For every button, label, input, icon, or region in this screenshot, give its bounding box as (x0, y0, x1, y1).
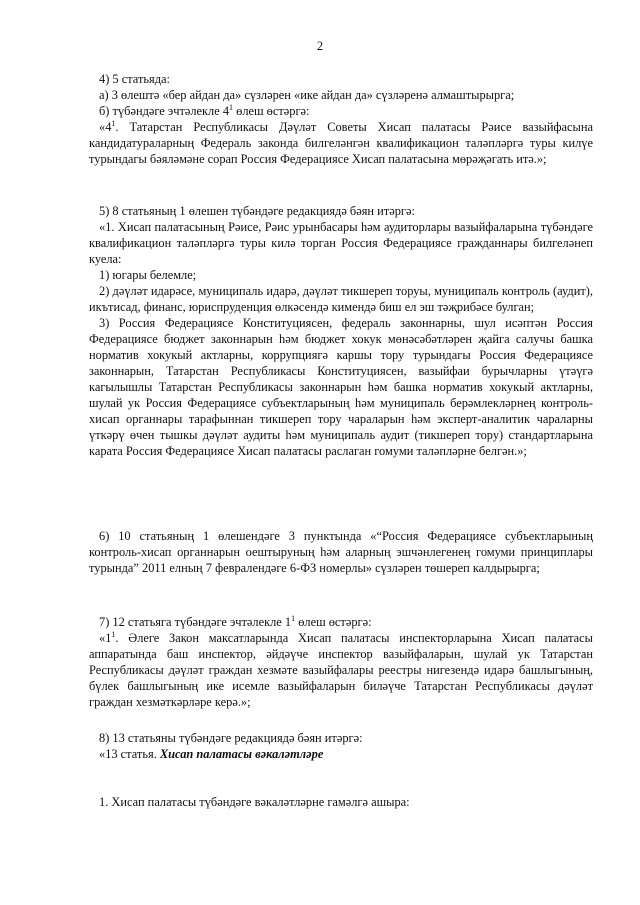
section-7 (89, 614, 593, 710)
section-5-item-3: 3) Россия Федерациясе Конституциясен, федераль законнарны, шул исәптән Россия Федерациясе бюджет законнарын һәм бюджет хокук мөнәсәбәтләрен җайга салучы башка норматив хокукый актларны, коррупциягә каршы тору турындагы Россия Федерациясе законнарын, Татарстан Республикасы Конституциясен, вазыйфаи бурычларны үтәүгә кагылышлы Татарстан Республикасы законнарын һәм башка норматив хокукый актларны, шулай ук Россия Федерациясе субъектларының һәм муниципаль берәмлекләрнең контроль-хисап органнары тарафыннан тикшереп тору чараларын һәм эксперт-аналитик чараларны үткәрү өчен тышкы дәүләт аудиты һәм муниципаль аудит (тикшереп тору) стандартларына карата Россия Федерациясе Хисап палатасы раслаган гомуми таләпләрне белгән.»; (89, 316, 593, 458)
section-4-heading: 4) 5 статьяда: (99, 72, 170, 86)
section-7-quote: «$1^1$. Әлеге Закон максатларында Хисап палатасы инспекторларына Хисап палатасы аппаратында баш инспектор, әйдәүче инспектор вазыйфаларын, шулай ук Татарстан Республикасы дәүләт граждан хезмәте вазыйфалары реестры нигезендә идарә башлыгының, бүлек башлыгының ике исемле вазыйфаларын биләүче Татарстан Республикасы дәүләт граждан хезмәткәрләре керә.»; (89, 630, 593, 709)
section-8 (89, 730, 593, 762)
section-4-quote: «$4^1$. Татарстан Республикасы Дәүләт Советы Хисап палатасы Рәисе вазыйфасына кандидатураларның Федераль законда билгеләнгән квалификацион таләпләргә туры килүе турындагы бәяләмәне сорап Россия Федерациясе Хисап палатасына мөрәҗәгать итә.»; (89, 119, 593, 166)
page-number: 2 (316, 39, 324, 53)
section-5-intro: «1. Хисап палатасының Рәисе, Рәис урынбасары һәм аудиторлары вазыйфаларына түбәндәге квалификацион таләпләргә туры килә торган Россия Федерациясе гражданнары билгеләнеп куела: (89, 220, 593, 266)
section-5-item-2: 2) дәүләт идарәсе, муниципаль идарә, дәүләт тикшереп торуы, муниципаль контроль (аудит), икътисад, финанс, юриспруденция өлкәсендә кимендә биш ел эш тәҗрибәсе булган; (89, 284, 593, 314)
section-8-item-1: 1. Хисап палатасы түбәндәге вәкаләтләрне гамәлгә ашыра: (99, 795, 410, 809)
section-4-item-a: а) 3 өлештә «бер айдан да» сүзләрен «ике айдан да» сүзләренә алмаштырырга; (99, 88, 515, 102)
section-5-heading: 5) 8 статьяның 1 өлешен түбәндәге редакциядә бәян итәргә: (99, 204, 415, 218)
section-4-item-b: б) түбәндәге эчтәлекле $4^1$ өлеш өстәргә: (99, 103, 310, 118)
section-5-item-1: 1) югары белемле; (99, 268, 197, 282)
section-6 (89, 528, 593, 576)
section-7-heading: 7) 12 статьяга түбәндәге эчтәлекле $1^1$ өлеш өстәргә: (99, 614, 372, 629)
section-6-text: 6) 10 статьяның 1 өлешендәге 3 пунктында «“Россия Федерациясе субъектларының контроль-хисап органнарын оештыруның һәм аларның эшчәнлегенең гомуми принциплары турында” 2011 елның 7 февралендәге 6-ФЗ номерлы» сүзләрен төшереп калдырырга; (89, 529, 593, 575)
section-8-article-title: «13 статья. Хисап палатасы вәкаләтләре (99, 747, 324, 761)
section-8-item-1-block (89, 794, 593, 810)
section-4 (89, 71, 593, 167)
article-title-bold: Хисап палатасы вәкаләтләре (159, 747, 324, 761)
section-8-heading: 8) 13 статьяны түбәндәге редакциядә бәян итәргә: (99, 731, 363, 745)
section-5 (89, 203, 593, 459)
